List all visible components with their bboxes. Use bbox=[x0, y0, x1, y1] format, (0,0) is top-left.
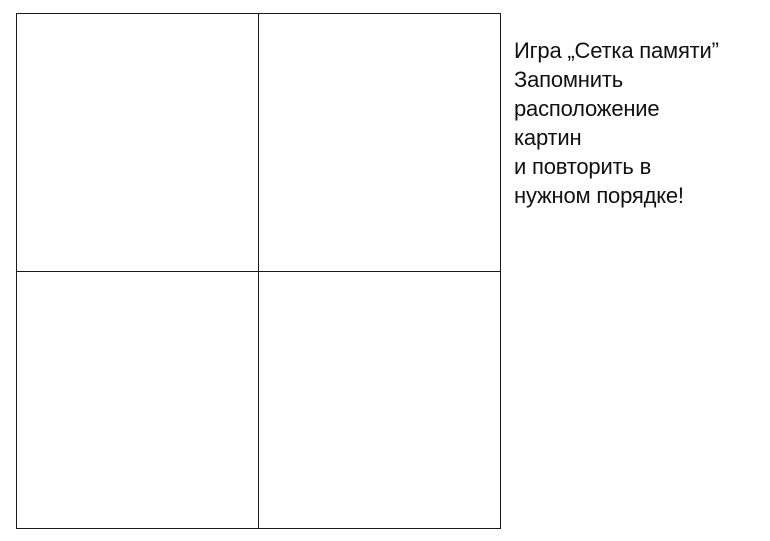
game-instructions bbox=[514, 36, 764, 210]
instruction-line: Запомнить bbox=[514, 67, 623, 92]
grid-cell-4[interactable] bbox=[259, 272, 500, 528]
grid-cell-3[interactable] bbox=[17, 272, 259, 528]
instruction-line: картин bbox=[514, 125, 582, 150]
instruction-line: нужном порядке! bbox=[514, 183, 684, 208]
instruction-line: и повторить в bbox=[514, 154, 652, 179]
game-title: Игра „Сетка памяти” bbox=[514, 38, 719, 63]
grid-cell-1[interactable] bbox=[17, 14, 259, 272]
grid-cell-2[interactable] bbox=[259, 14, 500, 272]
memory-grid bbox=[16, 13, 501, 529]
instruction-line: расположение bbox=[514, 96, 660, 121]
